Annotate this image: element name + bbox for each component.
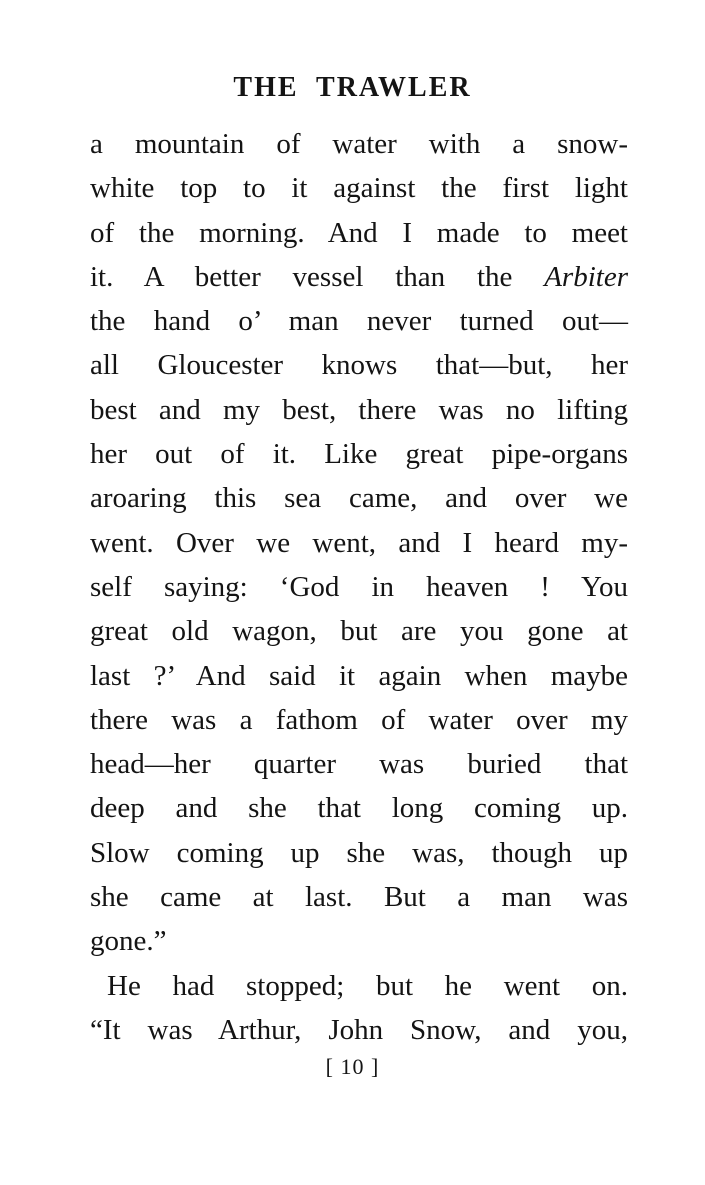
- text-segment: there was a fathom of water over my: [90, 703, 628, 736]
- text-segment: self saying: ‘God in heaven ! You: [90, 570, 628, 603]
- text-segment: aroaring this sea came, and over we: [90, 482, 628, 515]
- text-line: [90, 875, 628, 919]
- text-segment: white top to it against the first light: [90, 172, 628, 205]
- text-line: [90, 786, 628, 830]
- text-segment: Slow coming up she was, though up: [90, 836, 628, 869]
- text-segment: it. A better vessel than the: [90, 260, 545, 293]
- text-line: [90, 609, 628, 653]
- text-segment: great old wagon, but are you gone at: [90, 615, 628, 648]
- text-line: [90, 654, 628, 698]
- page-number: [ 10 ]: [325, 1054, 380, 1079]
- text-line: [90, 742, 628, 786]
- text-line: [90, 299, 628, 343]
- text-segment: of the morning. And I made to meet: [90, 216, 628, 249]
- text-segment: went. Over we went, and I heard my-: [90, 526, 628, 559]
- text-segment: best and my best, there was no lifting: [90, 393, 628, 426]
- text-line: [90, 1008, 628, 1052]
- text-line: [90, 211, 628, 255]
- text-block: [90, 122, 628, 1052]
- text-segment: deep and she that long coming up.: [90, 792, 628, 825]
- text-line: [90, 476, 628, 520]
- text-segment: all Gloucester knows that—but, her: [90, 349, 628, 382]
- text-segment: a mountain of water with a snow-: [90, 128, 628, 160]
- text-segment: “It was Arthur, John Snow, and you,: [90, 1013, 628, 1046]
- text-line: [90, 166, 628, 210]
- page-title: THE TRAWLER: [233, 72, 472, 103]
- text-line: [90, 565, 628, 609]
- text-line: [90, 831, 628, 875]
- text-line: [90, 432, 628, 476]
- text-line: [90, 919, 628, 963]
- text-segment: her out of it. Like great pipe-organs: [90, 438, 628, 471]
- italic-word: Arbiter: [544, 260, 628, 293]
- text-segment: the hand o’ man never turned out—: [90, 305, 628, 338]
- text-segment: head—her quarter was buried that: [90, 748, 628, 781]
- text-line: [90, 388, 628, 432]
- text-line: [90, 122, 628, 166]
- text-line: [90, 964, 628, 1008]
- text-segment: gone.”: [90, 925, 167, 958]
- text-line: [90, 255, 628, 299]
- text-segment: she came at last. But a man was: [90, 881, 628, 914]
- text-line: [90, 698, 628, 742]
- text-line: [90, 521, 628, 565]
- text-line: [90, 343, 628, 387]
- text-segment: last ?’ And said it again when maybe: [90, 659, 628, 692]
- text-segment: He had stopped; but he went on.: [107, 969, 628, 1002]
